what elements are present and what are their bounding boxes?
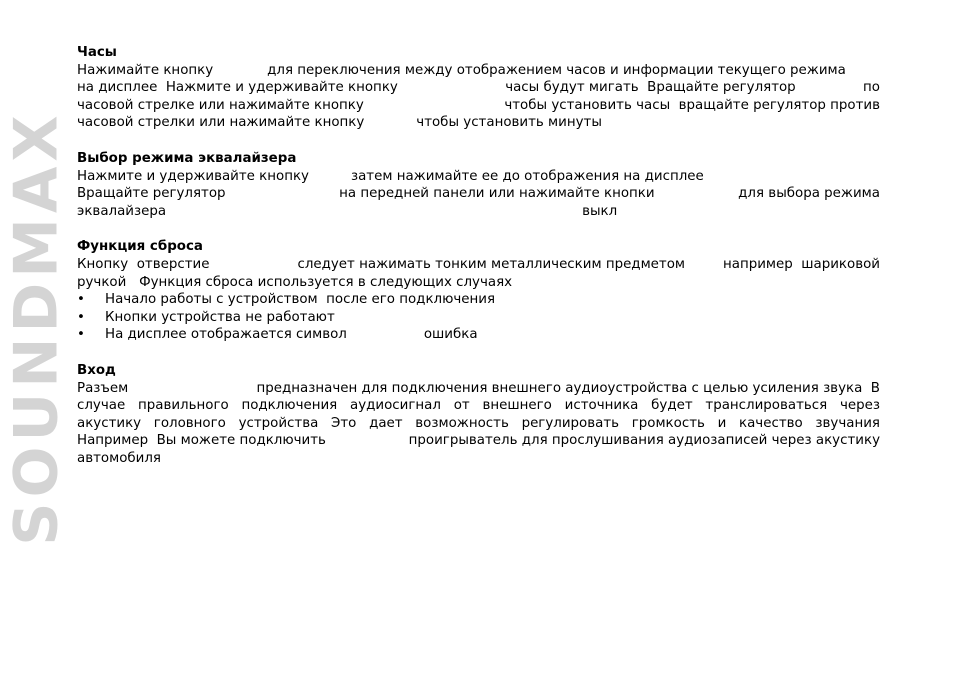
paragraph-line: Нажмите и удерживайте кнопку затем нажимайте ее до отображения на дисплее: [77, 168, 704, 184]
paragraph-line: на дисплее Нажмите и удерживайте кнопку часы будут мигать Вращайте регулятор по: [77, 80, 880, 96]
list-item: • На дисплее отображается символ ошибка: [77, 326, 880, 344]
section-clock: [77, 44, 880, 132]
paragraph-line: случае правильного подключения аудиосигнал от внешнего источника будет транслироваться через: [77, 398, 880, 414]
paragraph-line: Разъем предназначен для подключения внешнего аудиоустройства с целью усиления звука В: [77, 380, 880, 396]
list-item: • Начало работы с устройством после его подключения: [77, 291, 880, 309]
section-reset: [77, 238, 880, 344]
soundmax-watermark: [2, 48, 72, 608]
paragraph-line: акустику головного устройства Это дает возможность регулировать громкость и качество звучания: [77, 415, 880, 431]
paragraph-line: часовой стрелки или нажимайте кнопку чтобы установить минуты: [77, 115, 602, 131]
section-input: [77, 362, 880, 468]
list-item: • Кнопки устройства не работают: [77, 309, 880, 327]
paragraph-line: Нажимайте кнопку для переключения между отображением часов и информации текущего режима: [77, 62, 846, 78]
document-body: [77, 44, 880, 485]
section-title-reset: Функция сброса: [77, 239, 203, 255]
section-title-equalizer: Выбор режима эквалайзера: [77, 150, 297, 166]
paragraph-line: автомобиля: [77, 450, 161, 466]
paragraph-line: ручкой Функция сброса используется в следующих случаях: [77, 274, 513, 290]
paragraph-line: часовой стрелке или нажимайте кнопку чтобы установить часы вращайте регулятор против: [77, 97, 880, 113]
section-title-clock: Часы: [77, 45, 117, 60]
paragraph-line: Например Вы можете подключить проигрыватель для прослушивания аудиозаписей через акустику: [77, 433, 880, 449]
paragraph-line: Кнопку отверстие следует нажимать тонким металлическим предметом например шариковой: [77, 256, 880, 272]
reset-cases-list: [77, 291, 880, 344]
section-equalizer: [77, 150, 880, 220]
paragraph-line: эквалайзера выкл: [77, 203, 618, 219]
brand-text: SOUNDMAX: [2, 110, 72, 546]
section-title-input: Вход: [77, 362, 116, 378]
paragraph-line: Вращайте регулятор на передней панели или нажимайте кнопки для выбора режима: [77, 186, 880, 202]
